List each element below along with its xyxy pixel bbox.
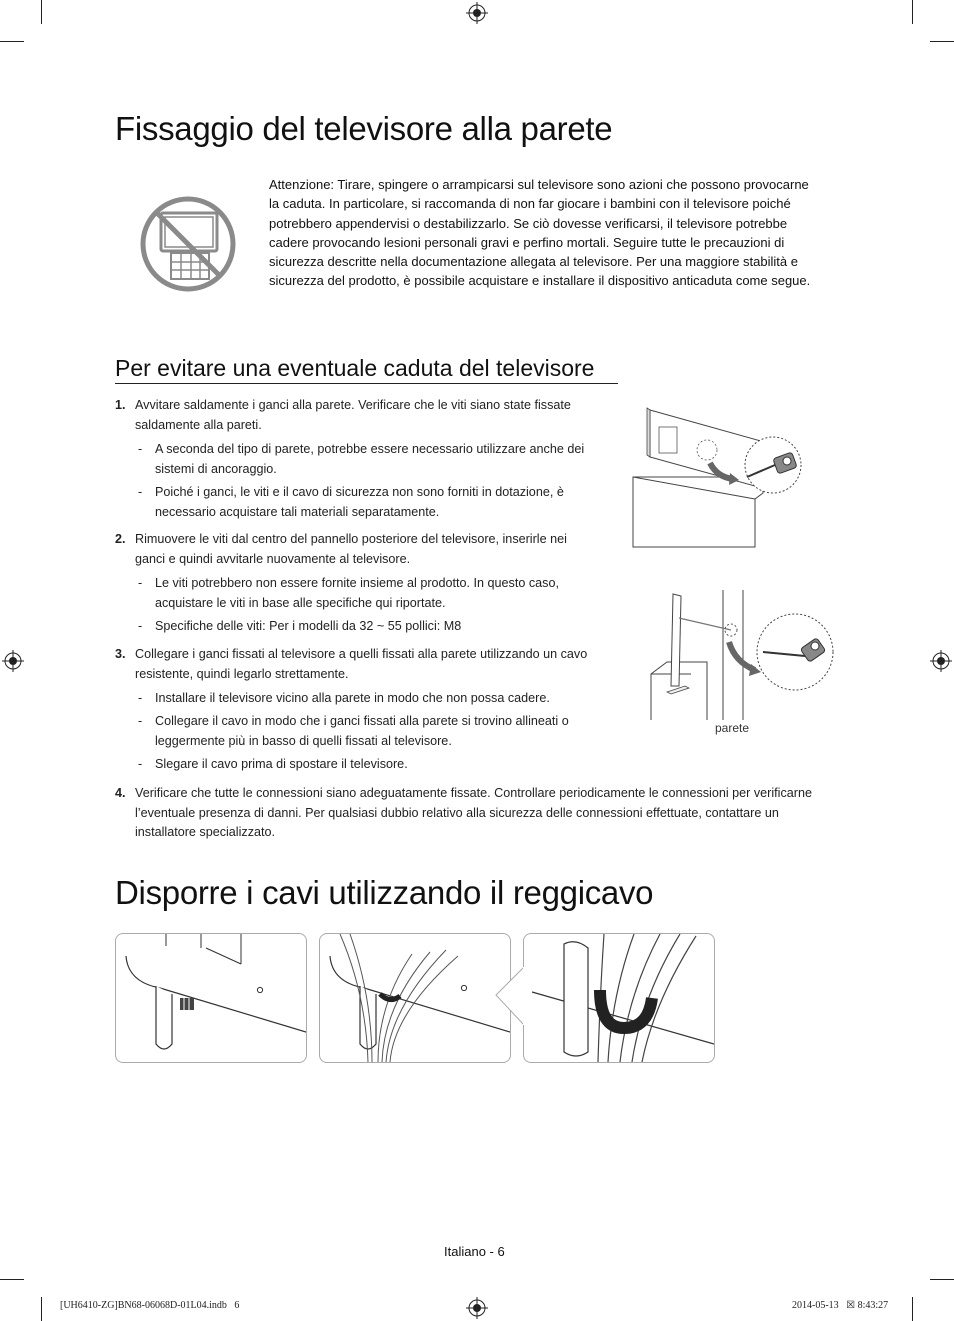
note-dash: - xyxy=(138,576,143,590)
crop-mark xyxy=(930,1279,954,1280)
safety-warning-text: Attenzione: Tirare, spingere o arrampicarsi sul televisore sono azioni che possono provocarne la caduta. In particolare, si raccomanda di non far giocare i bambini con il televisore poiché potrebbero appendervisi o destabilizzarlo. Se ciò dovesse verificarsi, il televisore potrebbe cadere provocando lesioni personali gravi e perfino mortali. Seguire tutte le precauzioni di sicurezza descritte nella documentazione allegata al televisore. Per una maggiore stabilità e sicurezza del prodotto, è possibile acquistare e installare il dispositivo anticaduta come segue. xyxy=(269,177,811,289)
note-dash: - xyxy=(138,714,143,728)
registration-mark-icon xyxy=(466,1297,488,1319)
no-climbing-tv-icon xyxy=(139,195,237,293)
step-note: Collegare il cavo in modo che i ganci fissati alla parete si trovino allineati o leggermente più in basso di quelli fissati al televisore. xyxy=(155,714,569,748)
section-title: Disporre i cavi utilizzando il reggicavo xyxy=(115,874,654,911)
step-note: Installare il televisore vicino alla parete in modo che non possa cadere. xyxy=(155,691,550,705)
page-title: Fissaggio del televisore alla parete xyxy=(115,110,613,147)
step-note: Specifiche delle viti: Per i modelli da 32 ~ 55 pollici: M8 xyxy=(155,619,462,633)
section-heading: Per evitare una eventuale caduta del televisore xyxy=(115,355,595,381)
step-text: Avvitare saldamente i ganci alla parete. Verificare che le viti siano state fissate saldamente alla pareti. xyxy=(135,398,571,432)
crop-mark xyxy=(41,1297,42,1321)
step-number: 4. xyxy=(115,786,126,800)
registration-mark-icon xyxy=(930,650,952,672)
note-dash: - xyxy=(138,485,143,499)
cable-holder-panel-1 xyxy=(115,933,307,1063)
page-number: Italiano - 6 xyxy=(444,1244,505,1259)
step-number: 1. xyxy=(115,398,126,412)
crop-mark xyxy=(0,1279,24,1280)
callout-pointer xyxy=(494,965,526,1027)
cable-holder-closeup-illustration xyxy=(524,934,714,1062)
step-note: Poiché i ganci, le viti e il cavo di sicurezza non sono forniti in dotazione, è necessario acquistare tali materiali separatamente. xyxy=(155,485,564,519)
cable-holder-detail-panel xyxy=(523,933,715,1063)
registration-mark-icon xyxy=(466,2,488,24)
step-text: Rimuovere le viti dal centro del pannello posteriore del televisore, inserirle nei ganci e quindi avvitarle nuovamente al televisore. xyxy=(135,532,567,566)
cable-bundle-illustration xyxy=(320,934,510,1062)
step-text: Collegare i ganci fissati al televisore a quelli fissati alla parete utilizzando un cavo resistente, quindi legarlo strettamente. xyxy=(135,647,588,681)
crop-mark xyxy=(41,0,42,24)
step-text: Verificare che tutte le connessioni siano adeguatamente fissate. Controllare periodicamente le connessioni per verificarne l’eventuale presenza di danni. Per qualsiasi dubbio relativo alla sicurezza delle connessioni effettuate, contattare un installatore specializzato. xyxy=(135,786,812,839)
tv-stand-illustration xyxy=(116,934,306,1062)
note-dash: - xyxy=(138,442,143,456)
footer-file-name: [UH6410-ZG]BN68-06068D-01L04.indb 6 xyxy=(60,1300,240,1311)
note-dash: - xyxy=(138,619,143,633)
heading-underline xyxy=(115,383,618,384)
tv-back-hook-illustration xyxy=(625,405,810,553)
footer-timestamp: 2014-05-13 ☒ 8:43:27 xyxy=(792,1300,889,1311)
crop-mark xyxy=(930,41,954,42)
cable-holder-panel-2 xyxy=(319,933,511,1063)
registration-mark-icon xyxy=(2,650,24,672)
step-note: Le viti potrebbero non essere fornite insieme al prodotto. In questo caso, acquistare le viti in base alle specifiche qui riportate. xyxy=(155,576,559,610)
step-number: 2. xyxy=(115,532,126,546)
note-dash: - xyxy=(138,757,143,771)
tv-wall-cable-illustration xyxy=(645,590,840,722)
step-note: A seconda del tipo di parete, potrebbe essere necessario utilizzare anche dei sistemi di ancoraggio. xyxy=(155,442,585,476)
step-number: 3. xyxy=(115,647,126,661)
step-note: Slegare il cavo prima di spostare il televisore. xyxy=(155,757,408,771)
crop-mark xyxy=(0,41,24,42)
crop-mark xyxy=(912,1297,913,1321)
crop-mark xyxy=(912,0,913,24)
figure-caption: parete xyxy=(715,721,750,735)
note-dash: - xyxy=(138,691,143,705)
